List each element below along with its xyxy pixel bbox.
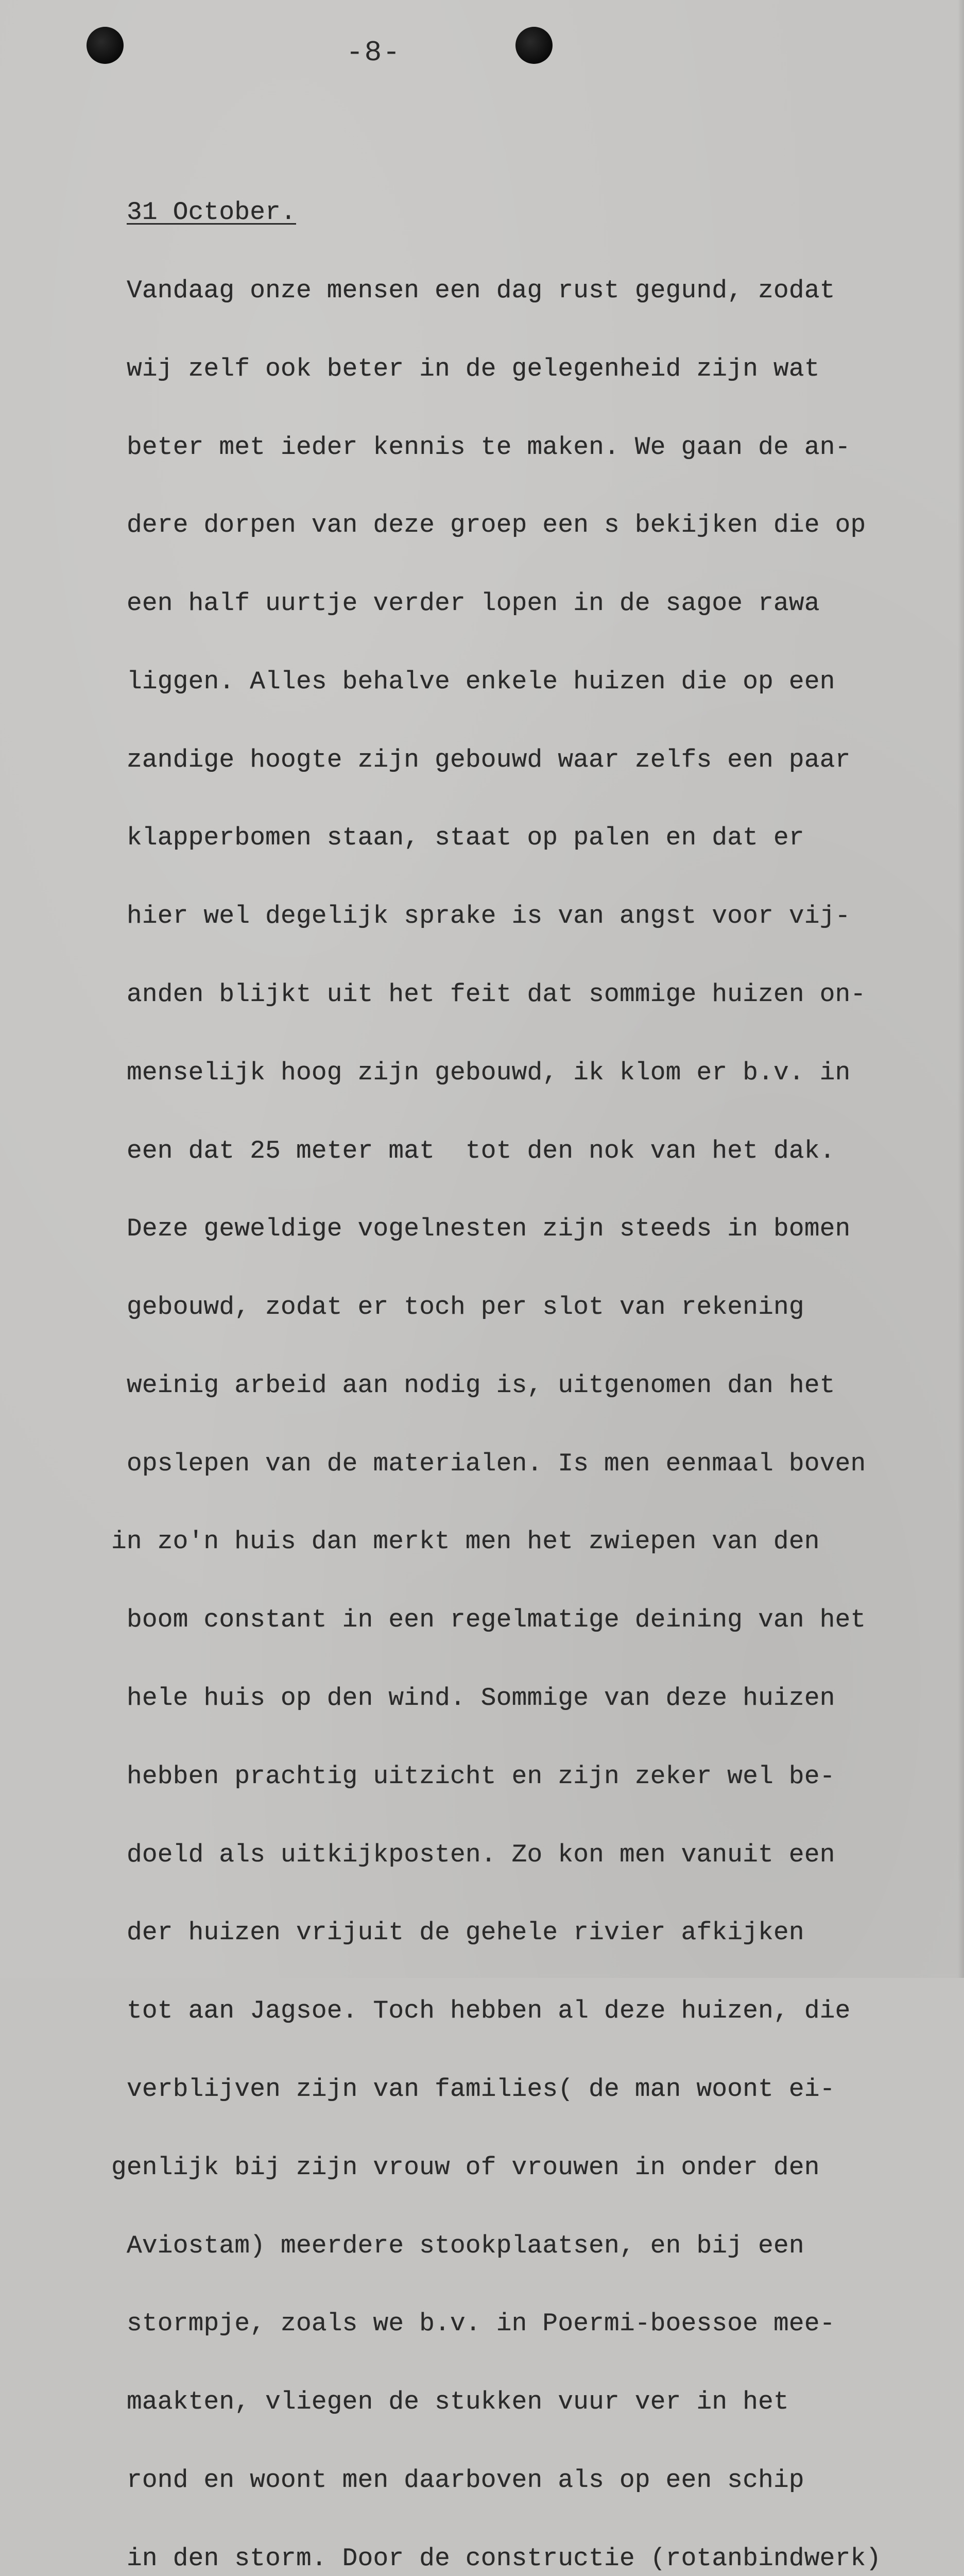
typed-text-body (111, 147, 889, 2576)
text-line: beter met ieder kennis te maken. We gaan de an- (127, 432, 851, 462)
punch-hole-left (87, 27, 124, 64)
text-line: weinig arbeid aan nodig is, uitgenomen dan het (127, 1370, 835, 1400)
text-line: een half uurtje verder lopen in de sagoe rawa (127, 589, 820, 618)
text-line: stormpje, zoals we b.v. in Poermi-boessoe mee- (127, 2309, 835, 2338)
text-line: genlijk bij zijn vrouw of vrouwen in onder den (111, 2153, 820, 2182)
text-line: tot aan Jagsoe. Toch hebben al deze huizen, die (127, 1996, 851, 2026)
text-line: wij zelf ook beter in de gelegenheid zijn wat (127, 354, 820, 383)
text-line: in den storm. Door de constructie (rotanbindwerk) (127, 2544, 882, 2573)
date-heading: 31 October. (127, 198, 296, 227)
text-line: verblijven zijn van families( de man woont ei- (127, 2074, 835, 2104)
page-number: -8- (346, 36, 401, 69)
text-line: der huizen vrijuit de gehele rivier afkijken (127, 1918, 804, 1947)
text-line: hier wel degelijk sprake is van angst voor vij- (127, 902, 851, 931)
text-line: gebouwd, zodat er toch per slot van rekening (127, 1293, 804, 1322)
text-line: boom constant in een regelmatige deining van het (127, 1605, 866, 1635)
text-line: maakten, vliegen de stukken vuur ver in het (127, 2387, 789, 2417)
text-line: zandige hoogte zijn gebouwd waar zelfs een paar (127, 745, 851, 774)
text-line: Aviostam) meerdere stookplaatsen, en bij een (127, 2231, 804, 2260)
text-line: dere dorpen van deze groep een s bekijken die op (127, 511, 866, 540)
text-line: doeld als uitkijkposten. Zo kon men vanuit een (127, 1840, 835, 1869)
page-edge-shadow (958, 0, 964, 1978)
text-line: rond en woont men daarboven als op een schip (127, 2465, 804, 2495)
text-line: klapperbomen staan, staat op palen en dat er (127, 823, 804, 853)
text-line: Vandaag onze mensen een dag rust gegund, zodat (127, 276, 835, 305)
text-line: Deze geweldige vogelnesten zijn steeds in bomen (127, 1214, 851, 1244)
text-line: hebben prachtig uitzicht en zijn zeker wel be- (127, 1761, 835, 1791)
text-line: menselijk hoog zijn gebouwd, ik klom er b.v. in (127, 1058, 851, 1087)
text-line: hele huis op den wind. Sommige van deze huizen (127, 1684, 835, 1713)
text-line: in zo'n huis dan merkt men het zwiepen van den (111, 1527, 820, 1556)
text-line: liggen. Alles behalve enkele huizen die op een (127, 667, 835, 696)
punch-hole-right (515, 27, 553, 64)
text-line: anden blijkt uit het feit dat sommige huizen on- (127, 980, 866, 1009)
text-line: opslepen van de materialen. Is men eenmaal boven (127, 1449, 866, 1478)
text-line: een dat 25 meter mat tot den nok van het dak. (127, 1136, 835, 1165)
